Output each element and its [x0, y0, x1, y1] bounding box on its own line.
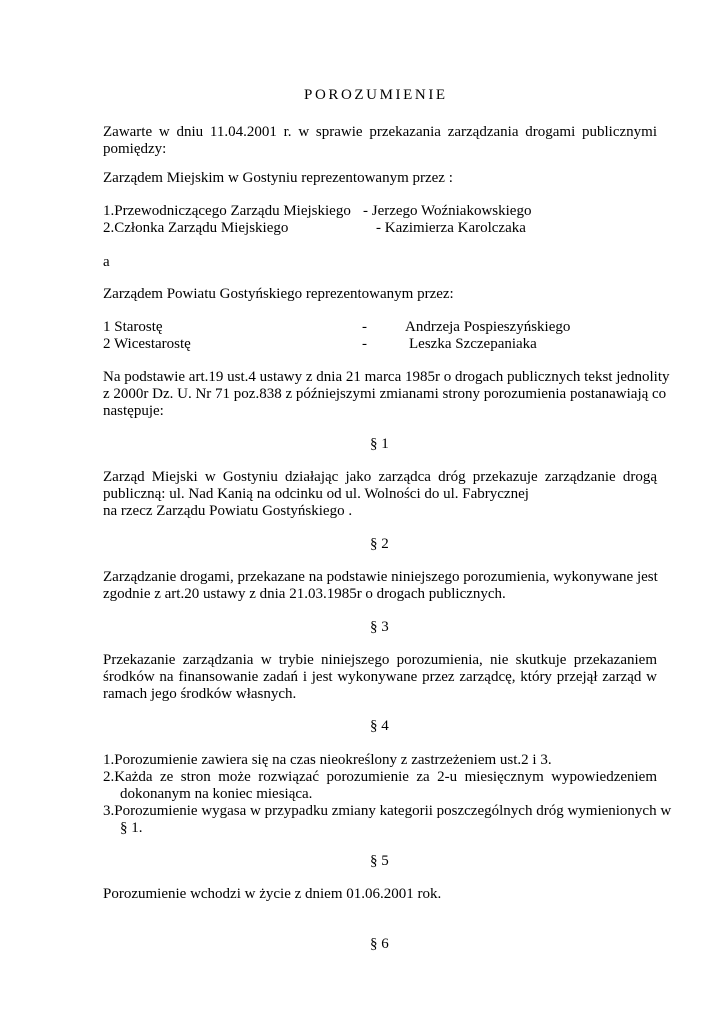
section-3-heading: § 3 — [370, 619, 389, 635]
conjunction: a — [103, 254, 110, 270]
section-3-line-3: ramach jego środków własnych. — [103, 686, 297, 702]
section-5-heading: § 5 — [370, 853, 389, 869]
intro-line-2: pomiędzy: — [103, 141, 167, 157]
party2-rep2-role: 2 Wicestarostę — [103, 336, 191, 352]
basis-line-2: z 2000r Dz. U. Nr 71 poz.838 z późniejszymi zmianami strony porozumienia postanawiają co — [103, 386, 667, 402]
basis-line-3: następuje: — [103, 403, 164, 419]
party1-heading: Zarządem Miejskim w Gostyniu reprezentowanym przez : — [103, 170, 453, 186]
section-4-item-2-line-2: dokonanym na koniec miesiąca. — [120, 786, 313, 802]
section-3-line-1: Przekazanie zarządzania w trybie niniejszego porozumienia, nie skutkuje przekazaniem — [103, 652, 657, 668]
party1-rep1-name: - Jerzego Woźniakowskiego — [363, 203, 532, 219]
section-1-line-2: publiczną: ul. Nad Kanią na odcinku od ul. Wolności do ul. Fabrycznej — [103, 486, 529, 502]
section-1-line-3: na rzecz Zarządu Powiatu Gostyńskiego . — [103, 503, 353, 519]
section-2-heading: § 2 — [370, 536, 389, 552]
party2-heading: Zarządem Powiatu Gostyńskiego reprezentowanym przez: — [103, 286, 454, 302]
section-4-item-3-line-1: 3.Porozumienie wygasa w przypadku zmiany kategorii poszczególnych dróg wymienionych w — [103, 803, 672, 819]
section-4-item-1: 1.Porozumienie zawiera się na czas nieokreślony z zastrzeżeniem ust.2 i 3. — [103, 752, 552, 768]
party1-rep2-name: - Kazimierza Karolczaka — [376, 220, 526, 236]
party1-rep1-role: 1.Przewodniczącego Zarządu Miejskiego — [103, 203, 351, 219]
section-2-line-2: zgodnie z art.20 ustawy z dnia 21.03.1985r o drogach publicznych. — [103, 586, 506, 602]
party2-rep2-name: Leszka Szczepaniaka — [409, 336, 537, 352]
section-4-item-3-line-2: § 1. — [120, 820, 143, 836]
section-1-heading: § 1 — [370, 436, 389, 452]
party2-rep2-dash: - — [362, 336, 367, 352]
party2-rep1-dash: - — [362, 319, 367, 335]
section-5-line-1: Porozumienie wchodzi w życie z dniem 01.06.2001 rok. — [103, 886, 442, 902]
section-6-heading: § 6 — [370, 936, 389, 952]
document-title: POROZUMIENIE — [304, 87, 448, 103]
section-1-line-1: Zarząd Miejski w Gostyniu działając jako zarządca dróg przekazuje zarządzanie drogą — [103, 469, 657, 485]
intro-line-1: Zawarte w dniu 11.04.2001 r. w sprawie przekazania zarządzania drogami publicznymi — [103, 124, 657, 140]
section-2-line-1: Zarządzanie drogami, przekazane na podstawie niniejszego porozumienia, wykonywane jest — [103, 569, 658, 585]
section-3-line-2: środków na finansowanie zadań i jest wykonywane przez zarządcę, który przejął zarząd w — [103, 669, 657, 685]
party2-rep1-name: Andrzeja Pospieszyńskiego — [405, 319, 571, 335]
section-4-item-2-line-1: 2.Każda ze stron może rozwiązać porozumienie za 2-u miesięcznym wypowiedzeniem — [103, 769, 657, 785]
party2-rep1-role: 1 Starostę — [103, 319, 163, 335]
basis-line-1: Na podstawie art.19 ust.4 ustawy z dnia 21 marca 1985r o drogach publicznych tekst jednolity — [103, 369, 670, 385]
section-4-heading: § 4 — [370, 718, 389, 734]
party1-rep2-role: 2.Członka Zarządu Miejskiego — [103, 220, 289, 236]
